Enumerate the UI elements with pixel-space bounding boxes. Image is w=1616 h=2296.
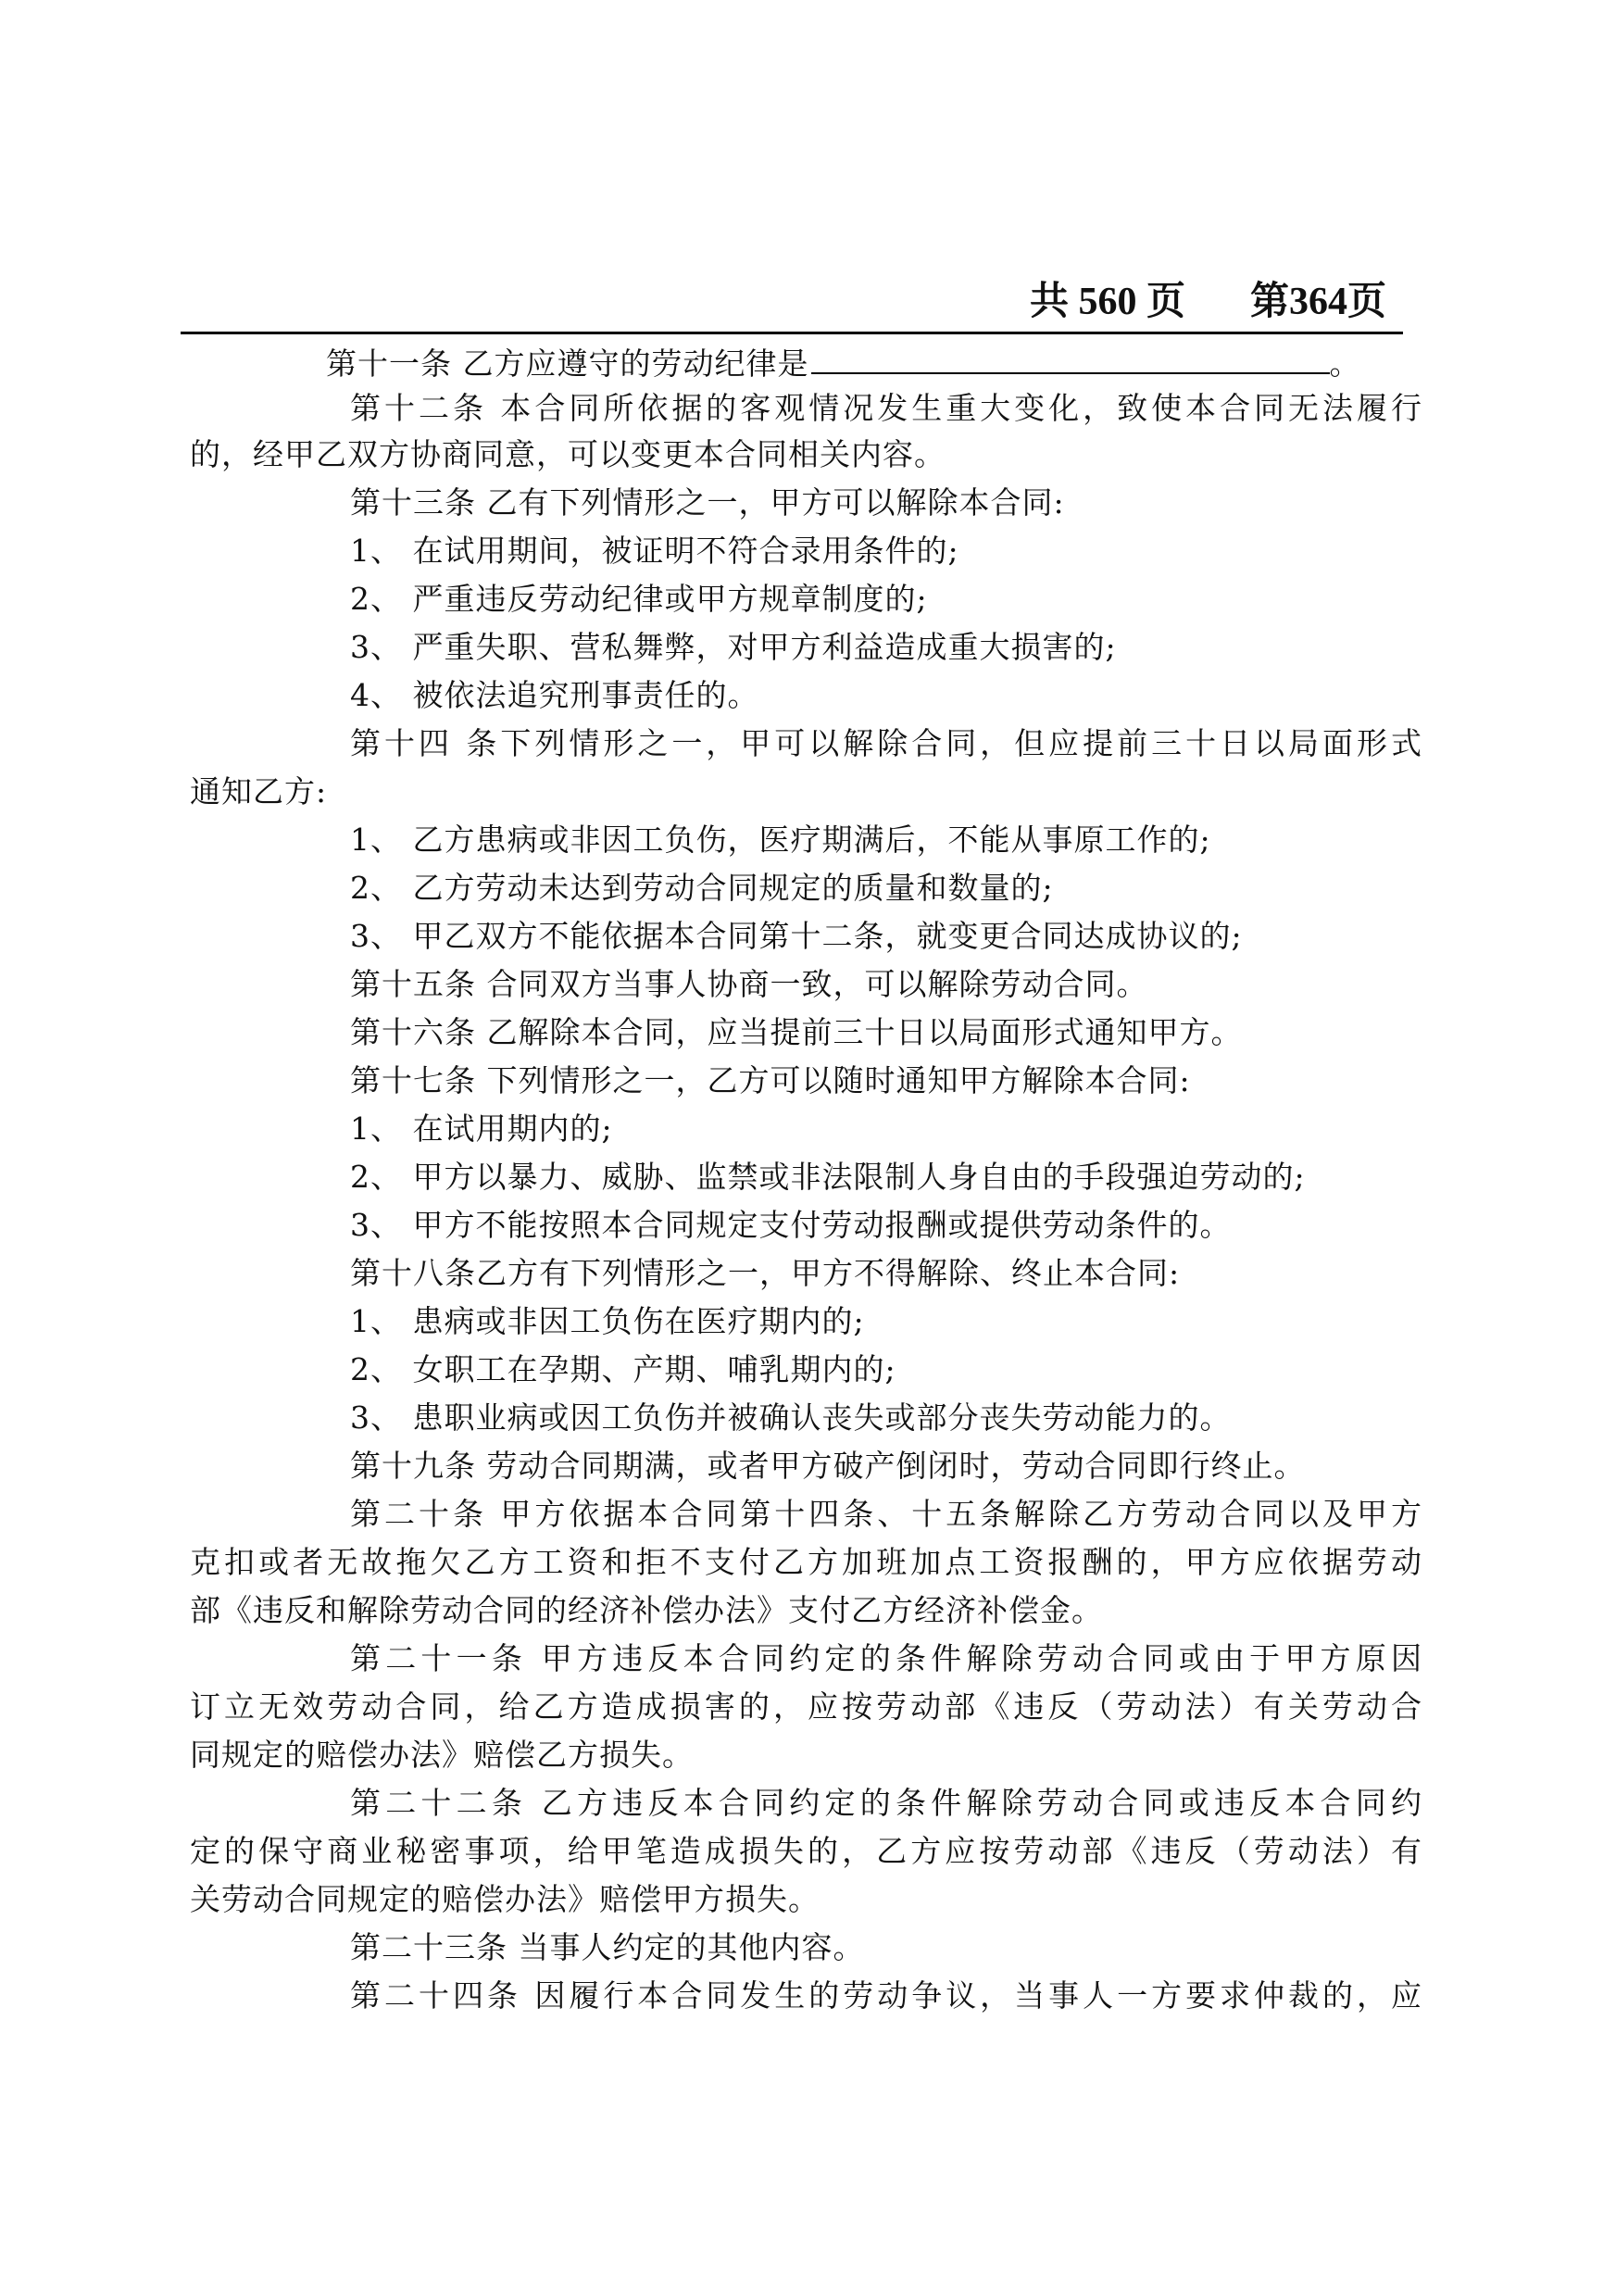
article-23: 第二十三条 当事人约定的其他内容。 [350, 1929, 865, 1965]
current-page: 第364页 [1249, 281, 1386, 323]
article-13-item-1: 1、 在试用期间，被证明不符合录用条件的; [350, 533, 959, 569]
article-14-item-2: 2、 乙方劳动未达到劳动合同规定的质量和数量的; [350, 870, 1054, 906]
article-13-item-3: 3、 严重失职、营私舞弊，对甲方利益造成重大损害的; [350, 629, 1117, 665]
article-18: 第十八条乙方有下列情形之一，甲方不得解除、终止本合同: [350, 1255, 1181, 1291]
article-13: 第十三条 乙有下列情形之一，甲方可以解除本合同: [350, 484, 1065, 521]
article-21-line-3: 同规定的赔偿办法》赔偿乙方损失。 [190, 1737, 694, 1773]
article-14-line-2: 通知乙方: [190, 773, 328, 809]
article-19: 第十九条 劳动合同期满，或者甲方破产倒闭时，劳动合同即行终止。 [350, 1448, 1306, 1484]
total-pages: 共 560 页 [1029, 281, 1185, 323]
fill-in-blank [811, 343, 1330, 374]
article-18-item-2: 2、 女职工在孕期、产期、哺乳期内的; [350, 1351, 896, 1387]
article-14-item-3: 3、 甲乙双方不能依据本合同第十二条，就变更合同达成协议的; [350, 918, 1243, 954]
article-15: 第十五条 合同双方当事人协商一致，可以解除劳动合同。 [350, 966, 1148, 1002]
article-17-item-1: 1、 在试用期内的; [350, 1110, 613, 1147]
article-22-line-1: 第二十二条 乙方违反本合同约定的条件解除劳动合同或违反本合同约 [350, 1785, 1422, 1821]
article-11 [326, 343, 1361, 383]
article-20-line-2: 克扣或者无故拖欠乙方工资和拒不支付乙方加班加点工资报酬的，甲方应依据劳动 [190, 1544, 1422, 1580]
article-13-item-2: 2、 严重违反劳动纪律或甲方规章制度的; [350, 581, 928, 617]
article-17-item-2: 2、 甲方以暴力、威胁、监禁或非法限制人身自由的手段强迫劳动的; [350, 1159, 1306, 1195]
article-16: 第十六条 乙解除本合同，应当提前三十日以局面形式通知甲方。 [350, 1014, 1243, 1050]
article-11-end: 。 [1329, 345, 1361, 382]
article-21-line-1: 第二十一条 甲方违反本合同约定的条件解除劳动合同或由于甲方原因 [350, 1640, 1422, 1676]
article-18-item-3: 3、 患职业病或因工负伤并被确认丧失或部分丧失劳动能力的。 [350, 1399, 1232, 1436]
article-24-line-1: 第二十四条 因履行本合同发生的劳动争议，当事人一方要求仲裁的，应 [350, 1977, 1422, 2014]
article-22-line-2: 定的保守商业秘密事项，给甲笔造成损失的，乙方应按劳动部《违反（劳动法）有 [190, 1833, 1422, 1869]
article-13-item-4: 4、 被依法追究刑事责任的。 [350, 677, 759, 713]
article-11-text: 第十一条 乙方应遵守的劳动纪律是 [326, 345, 809, 382]
article-17-item-3: 3、 甲方不能按照本合同规定支付劳动报酬或提供劳动条件的。 [350, 1207, 1232, 1243]
article-12-line-1: 第十二条 本合同所依据的客观情况发生重大变化，致使本合同无法履行 [350, 390, 1422, 426]
article-14-line-1: 第十四 条下列情形之一，甲可以解除合同，但应提前三十日以局面形式 [350, 725, 1422, 761]
article-22-line-3: 关劳动合同规定的赔偿办法》赔偿甲方损失。 [190, 1881, 820, 1917]
article-21-line-2: 订立无效劳动合同，给乙方造成损害的，应按劳动部《违反（劳动法）有关劳动合 [190, 1688, 1422, 1725]
article-20-line-1: 第二十条 甲方依据本合同第十四条、十五条解除乙方劳动合同以及甲方 [350, 1496, 1422, 1532]
article-12-line-2: 的，经甲乙双方协商同意，可以变更本合同相关内容。 [190, 436, 946, 472]
article-17: 第十七条 下列情形之一，乙方可以随时通知甲方解除本合同: [350, 1062, 1191, 1098]
article-18-item-1: 1、 患病或非因工负伤在医疗期内的; [350, 1303, 865, 1339]
article-20-line-3: 部《违反和解除劳动合同的经济补偿办法》支付乙方经济补偿金。 [190, 1592, 1103, 1628]
article-14-item-1: 1、 乙方患病或非因工负伤，医疗期满后，不能从事原工作的; [350, 822, 1211, 858]
